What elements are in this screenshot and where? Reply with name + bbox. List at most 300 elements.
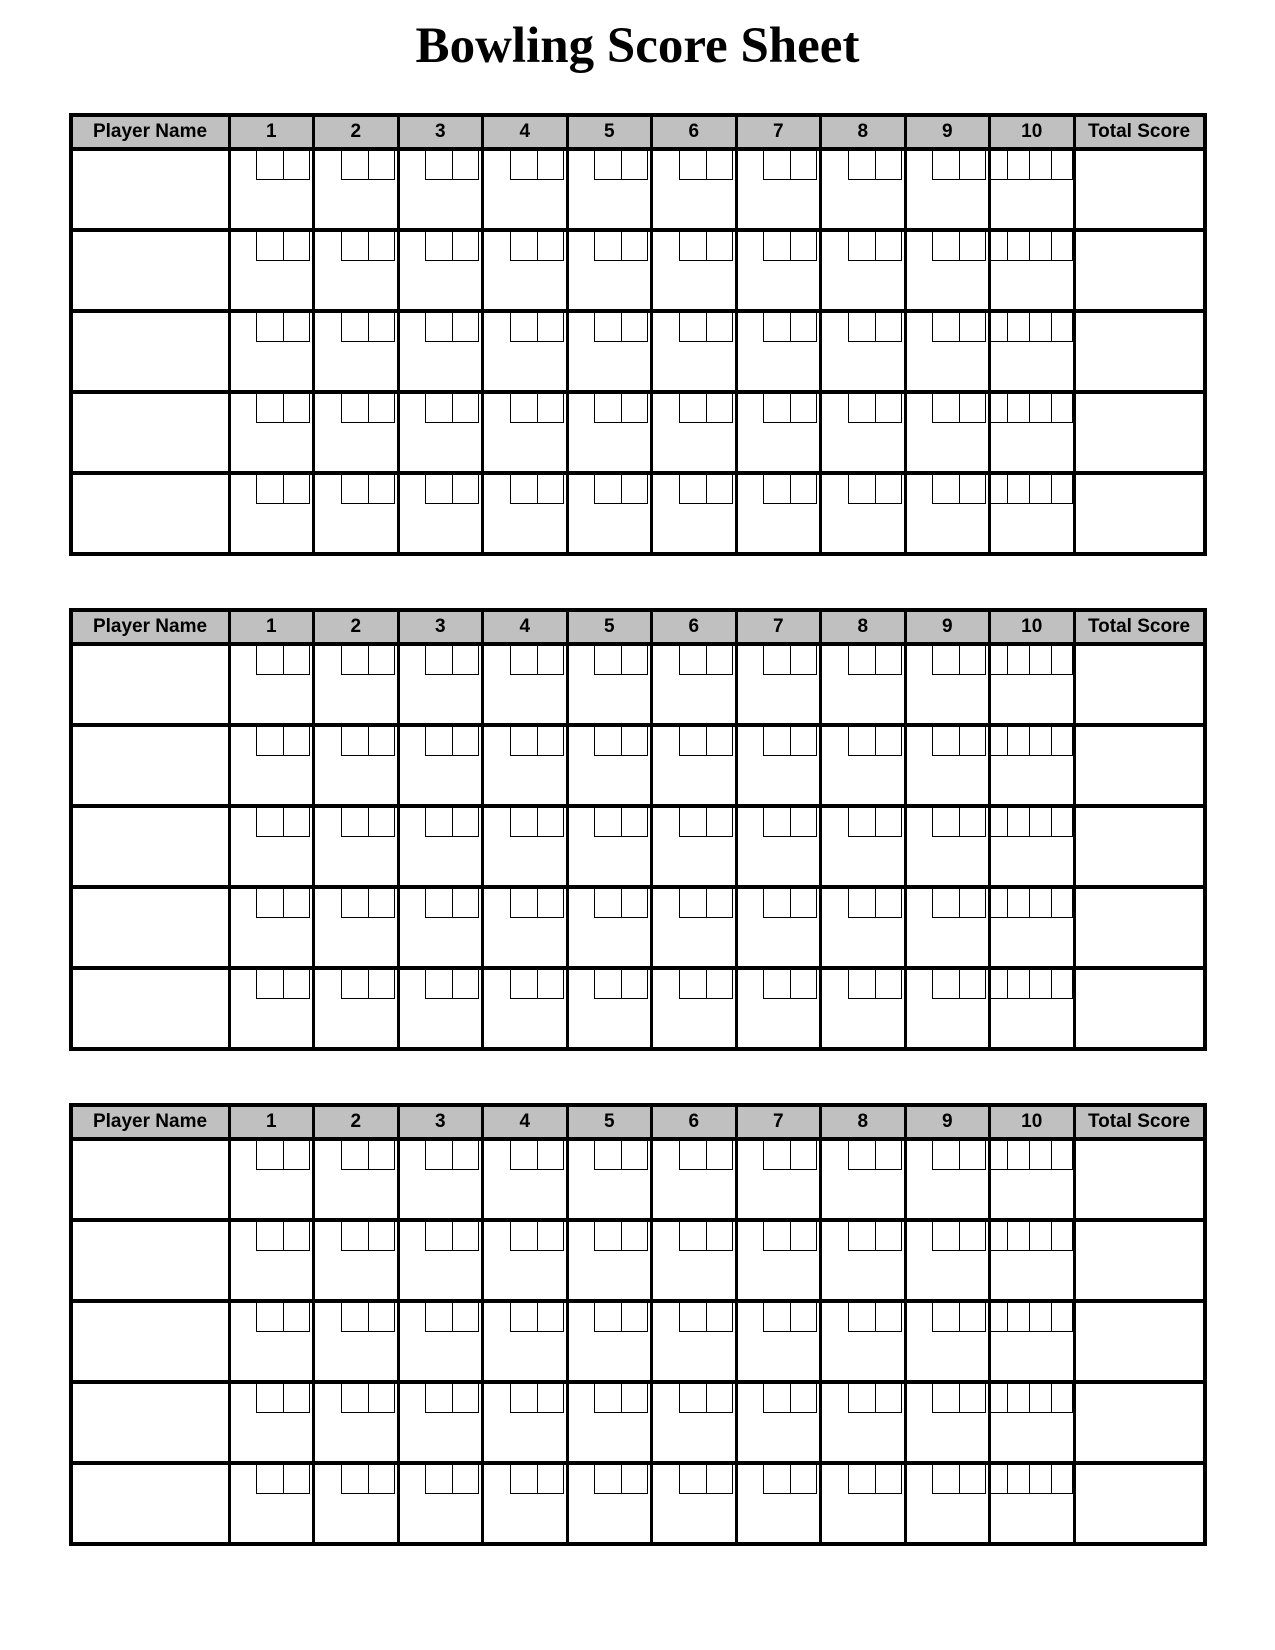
throw-box-1[interactable] [763,1465,790,1494]
frame-cell-4[interactable] [481,394,566,471]
throw-box-1[interactable] [594,1141,621,1170]
frame-cell-6[interactable] [650,232,735,309]
throw-box-2[interactable] [1029,889,1051,918]
frame-cell-9[interactable] [904,1141,989,1218]
player-name-cell[interactable] [73,151,228,228]
throw-box-1[interactable] [848,475,875,504]
throw-box-2[interactable] [875,151,902,180]
frame-cell-7[interactable] [735,1384,820,1461]
frame-cell-1[interactable] [228,1222,313,1299]
throw-box-2[interactable] [959,970,986,999]
throw-box-1[interactable] [932,151,959,180]
frame-cell-1[interactable] [228,232,313,309]
throw-box-2[interactable] [706,232,733,261]
throw-box-2[interactable] [283,232,310,261]
throw-box-2[interactable] [621,151,648,180]
throw-box-2[interactable] [368,1384,395,1413]
throw-box-2[interactable] [706,394,733,423]
throw-box-2[interactable] [452,727,479,756]
throw-box-2[interactable] [452,646,479,675]
throw-box-1[interactable] [594,727,621,756]
throw-box-2[interactable] [1029,232,1051,261]
throw-box-2[interactable] [790,889,817,918]
frame-cell-1[interactable] [228,1141,313,1218]
throw-box-1[interactable] [256,1141,283,1170]
frame-cell-8[interactable] [819,475,904,552]
throw-box-1[interactable] [425,1465,452,1494]
throw-box-1[interactable] [510,1303,537,1332]
player-name-cell[interactable] [73,970,228,1047]
throw-box-2[interactable] [706,1465,733,1494]
frame-cell-9[interactable] [904,394,989,471]
throw-box-2[interactable] [621,1141,648,1170]
frame-cell-8[interactable] [819,232,904,309]
throw-box-1[interactable] [932,646,959,675]
throw-box-2[interactable] [621,313,648,342]
frame-cell-6[interactable] [650,475,735,552]
throw-box-1[interactable] [932,1222,959,1251]
throw-box-1[interactable] [510,313,537,342]
throw-box-1[interactable] [763,889,790,918]
frame-cell-10[interactable] [988,1465,1073,1542]
throw-box-1[interactable] [510,889,537,918]
throw-box-1[interactable] [425,1303,452,1332]
frame-cell-5[interactable] [566,889,651,966]
throw-box-1[interactable] [848,970,875,999]
total-score-cell[interactable] [1073,232,1203,309]
throw-box-2[interactable] [537,475,564,504]
throw-box-2[interactable] [537,313,564,342]
throw-box-2[interactable] [452,970,479,999]
throw-box-1[interactable] [425,646,452,675]
throw-box-2[interactable] [452,475,479,504]
frame-cell-4[interactable] [481,970,566,1047]
throw-box-2[interactable] [537,889,564,918]
throw-box-3[interactable] [1051,727,1073,756]
throw-box-1[interactable] [256,889,283,918]
throw-box-2[interactable] [1029,808,1051,837]
throw-box-1[interactable] [425,808,452,837]
throw-box-2[interactable] [452,151,479,180]
throw-box-1[interactable] [763,1384,790,1413]
total-score-cell[interactable] [1073,1303,1203,1380]
throw-box-2[interactable] [875,475,902,504]
throw-box-1[interactable] [425,889,452,918]
throw-box-2[interactable] [621,889,648,918]
throw-box-1[interactable] [848,1465,875,1494]
frame-cell-2[interactable] [312,1303,397,1380]
frame-cell-8[interactable] [819,1303,904,1380]
frame-cell-4[interactable] [481,232,566,309]
throw-box-1[interactable] [510,646,537,675]
frame-cell-3[interactable] [397,151,482,228]
throw-box-2[interactable] [1029,475,1051,504]
throw-box-2[interactable] [368,232,395,261]
frame-cell-10[interactable] [988,232,1073,309]
frame-cell-5[interactable] [566,232,651,309]
throw-box-1[interactable] [594,970,621,999]
throw-box-2[interactable] [706,313,733,342]
frame-cell-3[interactable] [397,808,482,885]
total-score-cell[interactable] [1073,889,1203,966]
throw-box-1[interactable] [341,151,368,180]
frame-cell-5[interactable] [566,1303,651,1380]
frame-cell-9[interactable] [904,727,989,804]
throw-box-2[interactable] [621,727,648,756]
throw-box-2[interactable] [1029,727,1051,756]
throw-box-2[interactable] [368,1303,395,1332]
frame-cell-4[interactable] [481,808,566,885]
frame-cell-1[interactable] [228,394,313,471]
frame-cell-6[interactable] [650,646,735,723]
frame-cell-5[interactable] [566,313,651,390]
frame-cell-10[interactable] [988,475,1073,552]
frame-cell-3[interactable] [397,475,482,552]
throw-box-1[interactable] [679,232,706,261]
frame-cell-5[interactable] [566,151,651,228]
frame-cell-5[interactable] [566,475,651,552]
total-score-cell[interactable] [1073,646,1203,723]
total-score-cell[interactable] [1073,151,1203,228]
throw-box-1[interactable] [594,475,621,504]
throw-box-2[interactable] [959,232,986,261]
frame-cell-7[interactable] [735,313,820,390]
throw-box-2[interactable] [875,970,902,999]
throw-box-3[interactable] [1051,1141,1073,1170]
throw-box-1[interactable] [932,1303,959,1332]
throw-box-2[interactable] [452,232,479,261]
throw-box-1[interactable] [341,1222,368,1251]
throw-box-1[interactable] [679,1222,706,1251]
player-name-cell[interactable] [73,889,228,966]
throw-box-1[interactable] [1007,1465,1029,1494]
frame-cell-2[interactable] [312,475,397,552]
throw-box-2[interactable] [706,475,733,504]
throw-box-1[interactable] [848,889,875,918]
frame-cell-6[interactable] [650,727,735,804]
throw-box-1[interactable] [1007,1303,1029,1332]
frame-cell-4[interactable] [481,1222,566,1299]
frame-cell-10[interactable] [988,1222,1073,1299]
throw-box-1[interactable] [679,475,706,504]
throw-box-1[interactable] [679,313,706,342]
throw-box-3[interactable] [1051,313,1073,342]
total-score-cell[interactable] [1073,475,1203,552]
frame-cell-10[interactable] [988,727,1073,804]
throw-box-2[interactable] [790,1141,817,1170]
throw-box-2[interactable] [621,1222,648,1251]
throw-box-1[interactable] [256,394,283,423]
player-name-cell[interactable] [73,646,228,723]
frame-cell-4[interactable] [481,313,566,390]
throw-box-1[interactable] [425,232,452,261]
frame-cell-3[interactable] [397,1465,482,1542]
throw-box-1[interactable] [848,808,875,837]
frame-cell-7[interactable] [735,475,820,552]
throw-box-1[interactable] [763,1141,790,1170]
frame-cell-7[interactable] [735,151,820,228]
throw-box-2[interactable] [959,1222,986,1251]
player-name-cell[interactable] [73,475,228,552]
frame-cell-3[interactable] [397,1384,482,1461]
frame-cell-8[interactable] [819,727,904,804]
throw-box-2[interactable] [537,1465,564,1494]
throw-box-1[interactable] [510,151,537,180]
throw-box-3[interactable] [1051,1222,1073,1251]
frame-cell-1[interactable] [228,1384,313,1461]
frame-cell-3[interactable] [397,970,482,1047]
frame-cell-1[interactable] [228,727,313,804]
frame-cell-1[interactable] [228,1303,313,1380]
throw-box-1[interactable] [848,1141,875,1170]
throw-box-1[interactable] [932,970,959,999]
throw-box-2[interactable] [452,1465,479,1494]
throw-box-1[interactable] [763,808,790,837]
frame-cell-3[interactable] [397,1222,482,1299]
throw-box-2[interactable] [875,232,902,261]
throw-box-1[interactable] [341,889,368,918]
throw-box-2[interactable] [959,151,986,180]
throw-box-1[interactable] [679,970,706,999]
throw-box-2[interactable] [621,1303,648,1332]
frame-cell-2[interactable] [312,151,397,228]
throw-box-2[interactable] [1029,394,1051,423]
frame-cell-5[interactable] [566,1141,651,1218]
throw-box-2[interactable] [537,646,564,675]
throw-box-1[interactable] [848,151,875,180]
throw-box-1[interactable] [1007,808,1029,837]
throw-box-2[interactable] [875,808,902,837]
throw-box-1[interactable] [594,1303,621,1332]
throw-box-1[interactable] [1007,232,1029,261]
throw-box-1[interactable] [679,889,706,918]
throw-box-1[interactable] [679,394,706,423]
throw-box-2[interactable] [368,1141,395,1170]
frame-cell-2[interactable] [312,970,397,1047]
throw-box-1[interactable] [425,1222,452,1251]
throw-box-1[interactable] [1007,1384,1029,1413]
throw-box-1[interactable] [763,727,790,756]
throw-box-1[interactable] [679,1303,706,1332]
frame-cell-9[interactable] [904,232,989,309]
frame-cell-2[interactable] [312,646,397,723]
throw-box-2[interactable] [706,151,733,180]
throw-box-2[interactable] [959,475,986,504]
frame-cell-2[interactable] [312,808,397,885]
throw-box-2[interactable] [537,727,564,756]
frame-cell-8[interactable] [819,889,904,966]
throw-box-1[interactable] [510,232,537,261]
frame-cell-8[interactable] [819,646,904,723]
throw-box-2[interactable] [283,1141,310,1170]
throw-box-1[interactable] [679,727,706,756]
throw-box-3[interactable] [1051,889,1073,918]
throw-box-3[interactable] [1051,970,1073,999]
throw-box-3[interactable] [1051,232,1073,261]
total-score-cell[interactable] [1073,313,1203,390]
total-score-cell[interactable] [1073,1465,1203,1542]
frame-cell-9[interactable] [904,475,989,552]
frame-cell-6[interactable] [650,313,735,390]
frame-cell-2[interactable] [312,889,397,966]
throw-box-2[interactable] [621,808,648,837]
throw-box-2[interactable] [537,1141,564,1170]
throw-box-1[interactable] [341,646,368,675]
throw-box-2[interactable] [283,1303,310,1332]
throw-box-2[interactable] [790,646,817,675]
frame-cell-7[interactable] [735,889,820,966]
frame-cell-3[interactable] [397,232,482,309]
frame-cell-4[interactable] [481,475,566,552]
throw-box-2[interactable] [959,1384,986,1413]
throw-box-2[interactable] [452,1384,479,1413]
throw-box-1[interactable] [1007,475,1029,504]
frame-cell-6[interactable] [650,1465,735,1542]
throw-box-3[interactable] [1051,1303,1073,1332]
throw-box-2[interactable] [537,1222,564,1251]
throw-box-2[interactable] [875,394,902,423]
frame-cell-2[interactable] [312,232,397,309]
frame-cell-10[interactable] [988,313,1073,390]
throw-box-2[interactable] [706,1303,733,1332]
throw-box-1[interactable] [510,1141,537,1170]
throw-box-1[interactable] [932,394,959,423]
throw-box-1[interactable] [1007,1222,1029,1251]
throw-box-1[interactable] [594,1222,621,1251]
throw-box-1[interactable] [679,151,706,180]
frame-cell-6[interactable] [650,1303,735,1380]
throw-box-2[interactable] [790,808,817,837]
frame-cell-9[interactable] [904,889,989,966]
throw-box-2[interactable] [790,1222,817,1251]
frame-cell-2[interactable] [312,313,397,390]
frame-cell-1[interactable] [228,970,313,1047]
player-name-cell[interactable] [73,1465,228,1542]
frame-cell-7[interactable] [735,1465,820,1542]
throw-box-1[interactable] [594,151,621,180]
total-score-cell[interactable] [1073,1141,1203,1218]
throw-box-2[interactable] [790,232,817,261]
throw-box-1[interactable] [679,646,706,675]
throw-box-2[interactable] [537,394,564,423]
throw-box-2[interactable] [706,646,733,675]
throw-box-2[interactable] [875,646,902,675]
throw-box-2[interactable] [959,646,986,675]
player-name-cell[interactable] [73,727,228,804]
frame-cell-7[interactable] [735,394,820,471]
frame-cell-7[interactable] [735,1303,820,1380]
frame-cell-9[interactable] [904,151,989,228]
throw-box-1[interactable] [932,808,959,837]
frame-cell-8[interactable] [819,151,904,228]
frame-cell-3[interactable] [397,727,482,804]
throw-box-1[interactable] [510,1384,537,1413]
throw-box-1[interactable] [763,646,790,675]
frame-cell-7[interactable] [735,232,820,309]
player-name-cell[interactable] [73,232,228,309]
throw-box-2[interactable] [790,1465,817,1494]
throw-box-1[interactable] [848,313,875,342]
throw-box-2[interactable] [452,394,479,423]
throw-box-2[interactable] [706,1222,733,1251]
throw-box-2[interactable] [621,232,648,261]
throw-box-2[interactable] [1029,313,1051,342]
throw-box-2[interactable] [537,151,564,180]
throw-box-1[interactable] [594,646,621,675]
throw-box-1[interactable] [763,970,790,999]
throw-box-3[interactable] [1051,1465,1073,1494]
throw-box-1[interactable] [341,1141,368,1170]
frame-cell-6[interactable] [650,1141,735,1218]
frame-cell-6[interactable] [650,889,735,966]
frame-cell-6[interactable] [650,151,735,228]
player-name-cell[interactable] [73,394,228,471]
frame-cell-8[interactable] [819,808,904,885]
throw-box-1[interactable] [1007,727,1029,756]
throw-box-2[interactable] [283,970,310,999]
throw-box-2[interactable] [706,1384,733,1413]
throw-box-2[interactable] [790,394,817,423]
throw-box-2[interactable] [1029,1222,1051,1251]
throw-box-1[interactable] [341,970,368,999]
throw-box-2[interactable] [790,475,817,504]
throw-box-2[interactable] [621,646,648,675]
throw-box-2[interactable] [959,313,986,342]
frame-cell-10[interactable] [988,1141,1073,1218]
frame-cell-4[interactable] [481,646,566,723]
frame-cell-2[interactable] [312,1222,397,1299]
throw-box-2[interactable] [959,808,986,837]
frame-cell-4[interactable] [481,727,566,804]
throw-box-2[interactable] [1029,970,1051,999]
frame-cell-6[interactable] [650,970,735,1047]
throw-box-1[interactable] [932,232,959,261]
frame-cell-9[interactable] [904,646,989,723]
throw-box-1[interactable] [932,1465,959,1494]
throw-box-1[interactable] [425,970,452,999]
throw-box-2[interactable] [706,970,733,999]
throw-box-2[interactable] [1029,1465,1051,1494]
throw-box-2[interactable] [790,727,817,756]
throw-box-1[interactable] [848,394,875,423]
throw-box-1[interactable] [848,1384,875,1413]
frame-cell-9[interactable] [904,1303,989,1380]
throw-box-3[interactable] [1051,475,1073,504]
frame-cell-7[interactable] [735,970,820,1047]
throw-box-2[interactable] [621,1465,648,1494]
throw-box-2[interactable] [959,727,986,756]
frame-cell-2[interactable] [312,1384,397,1461]
frame-cell-9[interactable] [904,1465,989,1542]
throw-box-1[interactable] [510,970,537,999]
throw-box-1[interactable] [763,1303,790,1332]
frame-cell-9[interactable] [904,313,989,390]
throw-box-1[interactable] [256,1303,283,1332]
throw-box-2[interactable] [452,1303,479,1332]
throw-box-1[interactable] [763,475,790,504]
throw-box-3[interactable] [1051,151,1073,180]
throw-box-2[interactable] [368,808,395,837]
frame-cell-10[interactable] [988,970,1073,1047]
throw-box-2[interactable] [621,475,648,504]
frame-cell-2[interactable] [312,727,397,804]
throw-box-1[interactable] [510,1222,537,1251]
frame-cell-4[interactable] [481,1384,566,1461]
throw-box-2[interactable] [537,808,564,837]
frame-cell-2[interactable] [312,394,397,471]
throw-box-1[interactable] [341,808,368,837]
throw-box-1[interactable] [679,1141,706,1170]
